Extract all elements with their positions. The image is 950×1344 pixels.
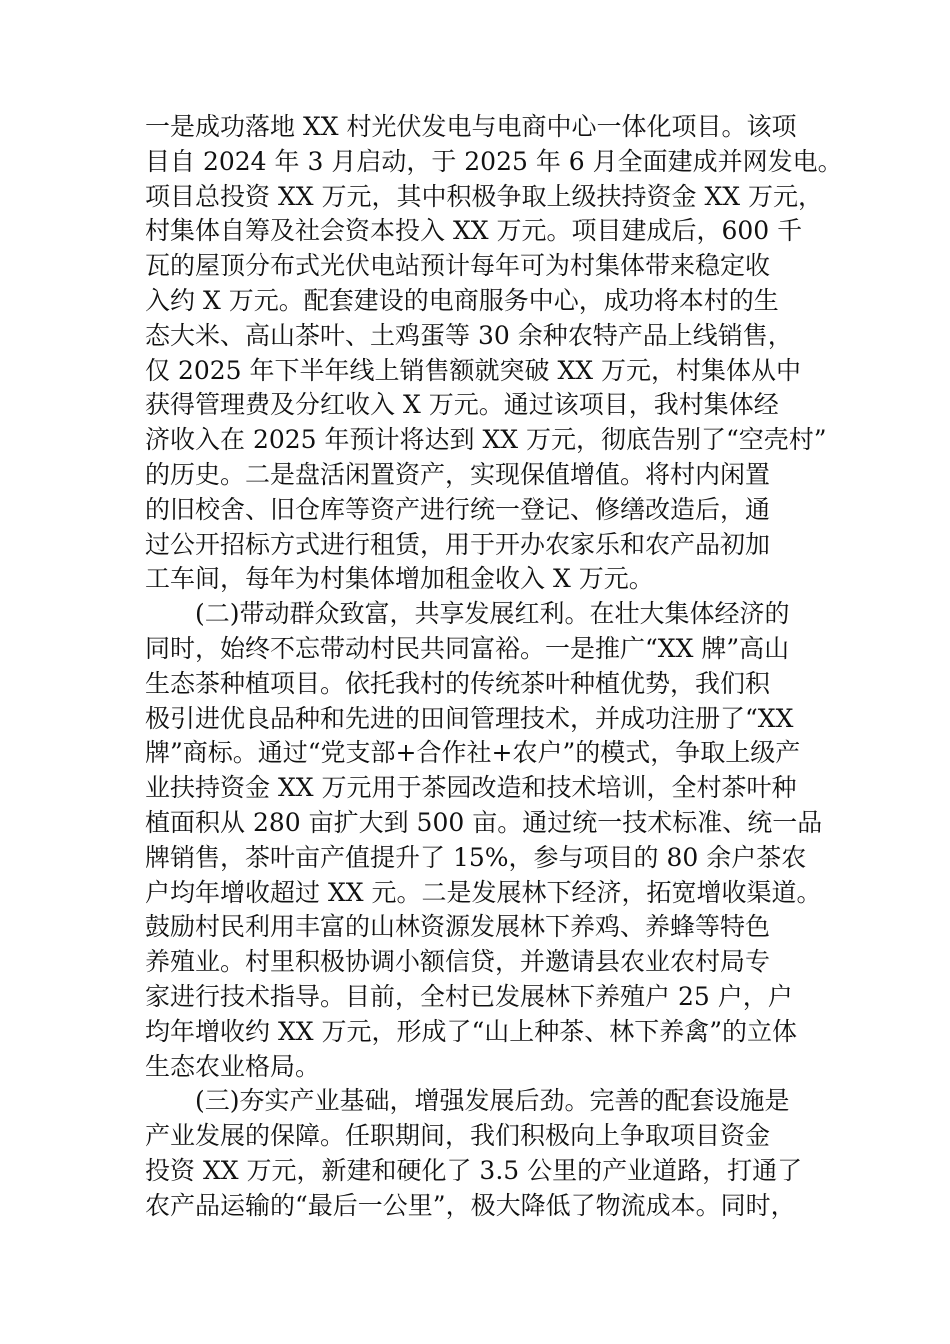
text-line: 牌”商标。通过“党支部+合作社+农户”的模式，争取上级产	[145, 738, 801, 768]
section-heading-line: (三)夯实产业基础，增强发展后劲。完善的配套设施是	[195, 1086, 790, 1116]
section-heading-line: (二)带动群众致富，共享发展红利。在壮大集体经济的	[195, 599, 790, 629]
text-line: 态大米、高山茶叶、土鸡蛋等 30 余种农特产品上线销售，	[145, 320, 793, 350]
text-line: 农产品运输的“最后一公里”，极大降低了物流成本。同时，	[145, 1190, 796, 1220]
text-line: 产业发展的保障。任职期间，我们积极向上争取项目资金	[145, 1121, 771, 1151]
text-line: 入约 X 万元。配套建设的电商服务中心，成功将本村的生	[145, 285, 779, 315]
text-line: 极引进优良品种和先进的田间管理技术，并成功注册了“XX	[145, 703, 794, 733]
text-line: 村集体自筹及社会资本投入 XX 万元。项目建成后，600 千	[145, 216, 803, 246]
text-line: 瓦的屋顶分布式光伏电站预计每年可为村集体带来稳定收	[145, 251, 771, 281]
body-text	[145, 110, 843, 1224]
text-line: 的历史。二是盘活闲置资产，实现保值增值。将村内闲置	[145, 459, 771, 489]
text-line: 同时，始终不忘带动村民共同富裕。一是推广“XX 牌”高山	[145, 633, 790, 663]
text-line: 项目总投资 XX 万元，其中积极争取上级扶持资金 XX 万元，	[145, 181, 823, 211]
text-line: 牌销售，茶叶亩产值提升了 15%，参与项目的 80 余户茶农	[145, 842, 807, 872]
text-line: 获得管理费及分红收入 X 万元。通过该项目，我村集体经	[145, 390, 779, 420]
text-line: 仅 2025 年下半年线上销售额就突破 XX 万元，村集体从中	[145, 355, 802, 385]
text-line: 投资 XX 万元，新建和硬化了 3.5 公里的产业道路，打通了	[145, 1155, 803, 1185]
text-line: 户均年增收超过 XX 元。二是发展林下经济，拓宽增收渠道。	[145, 877, 822, 907]
text-line: 目自 2024 年 3 月启动，于 2025 年 6 月全面建成并网发电。	[145, 146, 843, 176]
text-line: 生态茶种植项目。依托我村的传统茶叶种植优势，我们积	[145, 668, 771, 698]
text-line: 鼓励村民利用丰富的山林资源发展林下养鸡、养蜂等特色	[145, 912, 771, 942]
text-line: 济收入在 2025 年预计将达到 XX 万元，彻底告别了“空壳村”	[145, 425, 827, 455]
text-line: 业扶持资金 XX 万元用于茶园改造和技术培训，全村茶叶种	[145, 773, 797, 803]
text-line: 植面积从 280 亩扩大到 500 亩。通过统一技术标准、统一品	[145, 807, 823, 837]
text-line: 的旧校舍、旧仓库等资产进行统一登记、修缮改造后，通	[145, 494, 771, 524]
text-line: 工车间，每年为村集体增加租金收入 X 万元。	[145, 564, 654, 594]
text-line: 生态农业格局。	[145, 1051, 321, 1081]
text-line: 家进行技术指导。目前，全村已发展林下养殖户 25 户，户	[145, 981, 793, 1011]
text-line: 过公开招标方式进行租赁，用于开办农家乐和农产品初加	[145, 529, 771, 559]
text-line: 一是成功落地 XX 村光伏发电与电商中心一体化项目。该项	[145, 112, 797, 141]
text-line: 均年增收约 XX 万元，形成了“山上种茶、林下养禽”的立体	[145, 1016, 798, 1046]
text-line: 养殖业。村里积极协调小额信贷，并邀请县农业农村局专	[145, 947, 771, 977]
